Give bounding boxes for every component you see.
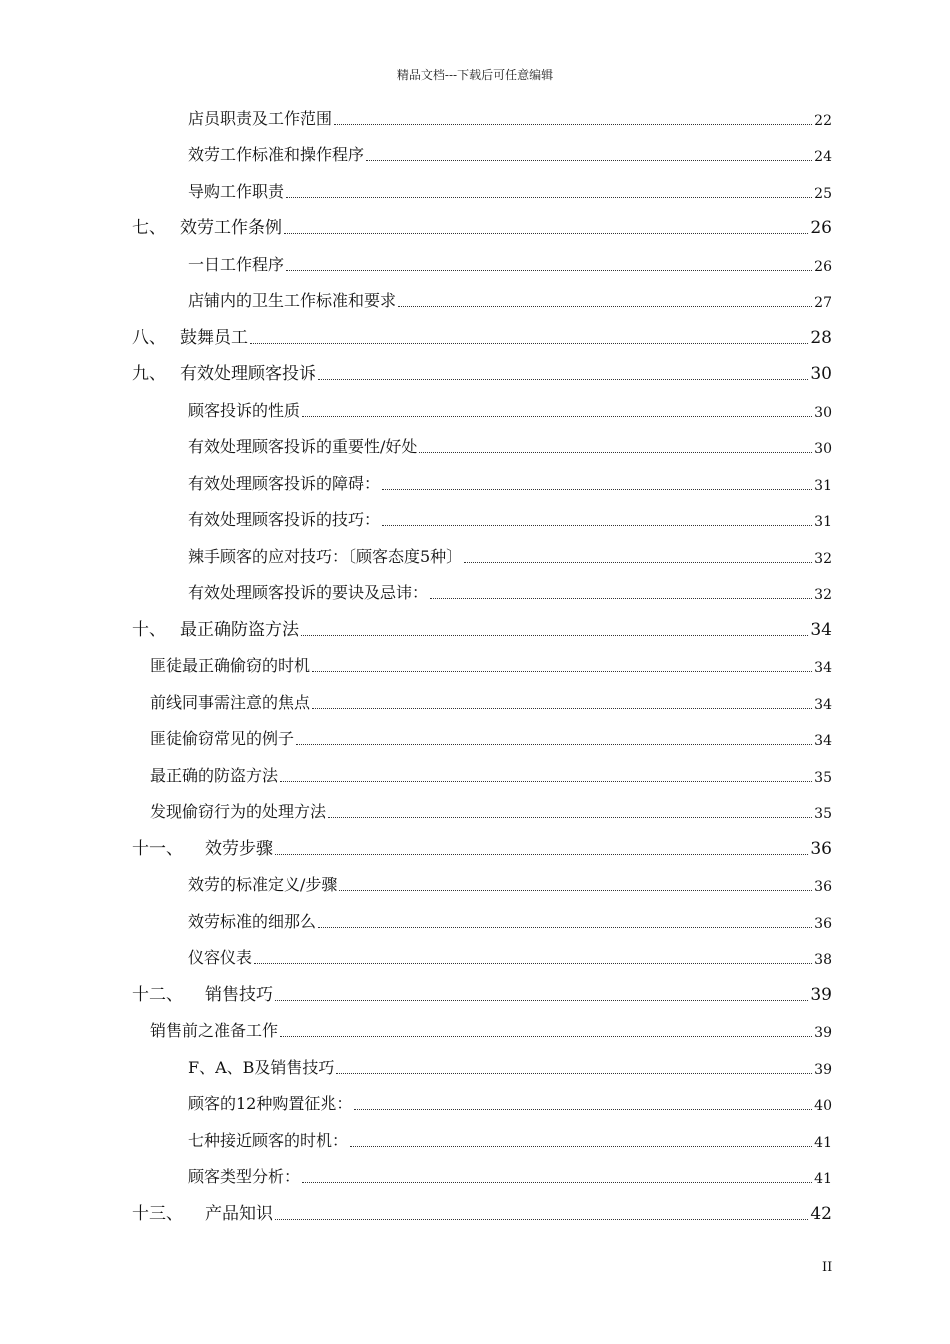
toc-chapter-entry[interactable] <box>0 607 950 644</box>
toc-dot-leader <box>250 343 808 344</box>
toc-entry-text: 顾客的12种购置征兆： <box>188 1094 353 1113</box>
toc-entry-text: 销售前之准备工作 <box>150 1021 279 1040</box>
toc-dot-leader <box>430 598 812 599</box>
page-number: II <box>822 1260 833 1275</box>
toc-entry-title <box>188 252 284 279</box>
toc-dot-leader <box>339 890 812 891</box>
toc-entry-title <box>188 179 284 206</box>
toc-dot-leader <box>254 963 812 964</box>
toc-entry-text: 效劳的标准定义/步骤 <box>188 875 338 894</box>
toc-entry-text: 销售技巧 <box>205 984 273 1005</box>
toc-chapter-number: 八、 <box>132 327 166 348</box>
toc-page-number: 35 <box>814 806 832 822</box>
toc-chapter-number: 十三、 <box>132 1203 183 1224</box>
toc-section-entry[interactable] <box>0 133 950 170</box>
toc-page-number: 28 <box>810 327 832 348</box>
toc-section-entry[interactable] <box>0 461 950 498</box>
toc-entry-title <box>188 471 380 498</box>
toc-page-number: 39 <box>810 984 832 1005</box>
toc-dot-leader <box>296 744 812 745</box>
toc-entry-title <box>132 1199 273 1228</box>
toc-chapter-number: 十一、 <box>132 838 183 859</box>
toc-entry-title <box>150 726 294 753</box>
toc-entry-text: 七种接近顾客的时机： <box>188 1130 349 1150</box>
toc-page-number: 30 <box>810 364 832 384</box>
toc-dot-leader <box>280 781 812 782</box>
toc-section-entry[interactable] <box>0 753 950 790</box>
toc-page-number: 41 <box>814 1134 832 1151</box>
toc-chapter-entry[interactable] <box>0 206 950 243</box>
toc-dot-leader <box>382 489 812 490</box>
toc-page-number: 31 <box>814 514 832 530</box>
toc-section-entry[interactable] <box>0 388 950 425</box>
toc-section-entry[interactable] <box>0 936 950 973</box>
toc-dot-leader <box>275 1000 808 1001</box>
toc-entry-title <box>132 213 282 242</box>
toc-entry-text: 顾客投诉的性质 <box>188 400 301 420</box>
toc-section-entry[interactable] <box>0 571 950 608</box>
table-of-contents <box>0 96 950 1228</box>
toc-entry-text: 匪徒最正确偷窃的时机 <box>150 656 311 675</box>
toc-chapter-number: 九、 <box>132 364 166 384</box>
toc-entry-title <box>188 1091 352 1118</box>
toc-dot-leader <box>302 416 812 417</box>
toc-chapter-entry[interactable] <box>0 826 950 863</box>
toc-dot-leader <box>301 635 808 636</box>
toc-section-entry[interactable] <box>0 1082 950 1119</box>
toc-entry-title <box>150 1018 278 1045</box>
toc-dot-leader <box>312 708 812 709</box>
toc-page-number: 35 <box>814 769 832 786</box>
toc-page-number: 30 <box>814 441 832 457</box>
toc-dot-leader <box>464 562 812 563</box>
toc-section-entry[interactable] <box>0 644 950 681</box>
toc-entry-title <box>132 359 316 388</box>
toc-entry-text: 前线同事需注意的焦点 <box>150 692 311 712</box>
toc-page-number: 42 <box>810 1203 832 1224</box>
toc-section-entry[interactable] <box>0 279 950 316</box>
toc-section-entry[interactable] <box>0 717 950 754</box>
toc-section-entry[interactable] <box>0 425 950 462</box>
toc-entry-text: 产品知识 <box>205 1203 273 1224</box>
toc-entry-title <box>188 1164 300 1191</box>
toc-dot-leader <box>275 1219 808 1220</box>
toc-entry-title <box>188 507 380 534</box>
toc-chapter-number: 七、 <box>132 218 166 238</box>
toc-page-number: 39 <box>814 1025 832 1041</box>
toc-dot-leader <box>382 525 812 526</box>
toc-entry-text: 有效处理顾客投诉的障碍： <box>188 473 381 493</box>
toc-dot-leader <box>318 927 812 928</box>
toc-chapter-entry[interactable] <box>0 352 950 389</box>
toc-entry-title <box>188 909 316 936</box>
toc-entry-text: 效劳标准的细那么 <box>188 911 317 931</box>
toc-entry-text: 辣手顾客的应对技巧：〔顾客态度5种〕 <box>188 546 463 566</box>
toc-section-entry[interactable] <box>0 1155 950 1192</box>
toc-entry-title <box>150 653 310 680</box>
toc-entry-text: 店员职责及工作范围 <box>188 108 333 128</box>
toc-entry-title <box>188 398 300 425</box>
toc-entry-title <box>132 615 299 644</box>
toc-dot-leader <box>366 160 812 161</box>
toc-entry-title <box>188 1128 348 1155</box>
toc-entry-text: 效劳工作标准和操作程序 <box>188 145 365 164</box>
toc-dot-leader <box>312 671 812 672</box>
toc-section-entry[interactable] <box>0 242 950 279</box>
toc-dot-leader <box>336 1073 812 1074</box>
toc-page-number: 34 <box>814 660 832 676</box>
toc-entry-title <box>188 1055 334 1082</box>
toc-page-number: 34 <box>810 619 832 640</box>
page-header: 精品文档---下载后可任意编辑 <box>396 68 554 82</box>
toc-dot-leader <box>398 306 812 307</box>
toc-entry-text: 匪徒偷窃常见的例子 <box>150 729 295 748</box>
toc-entry-title <box>188 872 337 899</box>
toc-page-number: 24 <box>814 149 832 165</box>
toc-section-entry[interactable] <box>0 1045 950 1082</box>
toc-section-entry[interactable] <box>0 96 950 133</box>
toc-page-number: 34 <box>814 733 832 749</box>
toc-entry-title <box>150 763 278 790</box>
toc-page-number: 36 <box>810 838 832 859</box>
toc-section-entry[interactable] <box>0 680 950 717</box>
toc-section-entry[interactable] <box>0 899 950 936</box>
toc-dot-leader <box>328 817 812 818</box>
toc-chapter-number: 十、 <box>132 619 166 640</box>
toc-dot-leader <box>334 124 812 125</box>
toc-entry-title <box>188 288 396 315</box>
toc-section-entry[interactable] <box>0 1118 950 1155</box>
toc-entry-text: 仪容仪表 <box>188 948 253 967</box>
toc-page-number: 32 <box>814 550 832 567</box>
toc-entry-title <box>150 799 326 826</box>
toc-dot-leader <box>302 1182 812 1183</box>
toc-page-number: 41 <box>814 1171 832 1187</box>
toc-dot-leader <box>284 233 808 234</box>
toc-entry-title <box>132 980 273 1009</box>
toc-entry-text: 店铺内的卫生工作标准和要求 <box>188 291 397 310</box>
toc-section-entry[interactable] <box>0 863 950 900</box>
toc-page-number: 27 <box>814 295 832 311</box>
toc-section-entry[interactable] <box>0 534 950 571</box>
toc-section-entry[interactable] <box>0 498 950 535</box>
toc-chapter-entry[interactable] <box>0 972 950 1009</box>
toc-dot-leader <box>354 1109 812 1110</box>
toc-entry-text: F、A、B及销售技巧 <box>188 1057 335 1077</box>
toc-page-number: 39 <box>814 1061 832 1078</box>
toc-entry-text: 最正确的防盗方法 <box>150 765 279 785</box>
toc-dot-leader <box>419 452 812 453</box>
toc-entry-title <box>132 834 273 863</box>
toc-entry-title <box>132 323 248 352</box>
toc-entry-text: 有效处理顾客投诉的要诀及忌讳： <box>188 583 429 602</box>
toc-page-number: 26 <box>814 258 832 275</box>
toc-dot-leader <box>318 379 808 380</box>
toc-page-number: 22 <box>814 112 832 129</box>
toc-entry-text: 效劳步骤 <box>205 838 273 859</box>
toc-section-entry[interactable] <box>0 169 950 206</box>
toc-chapter-entry[interactable] <box>0 1191 950 1228</box>
toc-chapter-number: 十二、 <box>132 984 183 1005</box>
toc-entry-text: 发现偷窃行为的处理方法 <box>150 802 327 821</box>
toc-entry-title <box>188 434 417 461</box>
toc-entry-text: 一日工作程序 <box>188 254 285 274</box>
toc-dot-leader <box>275 854 808 855</box>
toc-entry-title <box>188 142 364 169</box>
toc-entry-text: 有效处理顾客投诉 <box>180 364 316 384</box>
toc-entry-title <box>188 106 332 133</box>
toc-page-number: 31 <box>814 477 832 494</box>
toc-entry-text: 有效处理顾客投诉的技巧： <box>188 510 381 529</box>
toc-section-entry[interactable] <box>0 790 950 827</box>
toc-page-number: 36 <box>814 915 832 932</box>
toc-dot-leader <box>286 197 812 198</box>
toc-entry-text: 顾客类型分析： <box>188 1167 301 1186</box>
toc-page-number: 40 <box>814 1098 832 1114</box>
toc-page-number: 26 <box>810 218 832 238</box>
toc-entry-text: 有效处理顾客投诉的重要性/好处 <box>188 437 418 456</box>
toc-entry-text: 效劳工作条例 <box>180 218 282 238</box>
toc-dot-leader <box>280 1036 812 1037</box>
toc-dot-leader <box>286 270 812 271</box>
toc-dot-leader <box>350 1146 812 1147</box>
toc-entry-text: 鼓舞员工 <box>180 327 248 348</box>
toc-entry-title <box>188 544 462 571</box>
toc-page-number: 38 <box>814 952 832 968</box>
toc-entry-title <box>188 580 428 607</box>
toc-page-number: 36 <box>814 879 832 895</box>
toc-entry-title <box>150 690 310 717</box>
toc-entry-text: 导购工作职责 <box>188 181 285 201</box>
toc-chapter-entry[interactable] <box>0 315 950 352</box>
toc-page-number: 25 <box>814 185 832 202</box>
toc-section-entry[interactable] <box>0 1009 950 1046</box>
toc-entry-title <box>188 945 252 972</box>
toc-page-number: 34 <box>814 696 832 713</box>
toc-page-number: 32 <box>814 587 832 603</box>
toc-entry-text: 最正确防盗方法 <box>180 619 299 640</box>
toc-page-number: 30 <box>814 404 832 421</box>
